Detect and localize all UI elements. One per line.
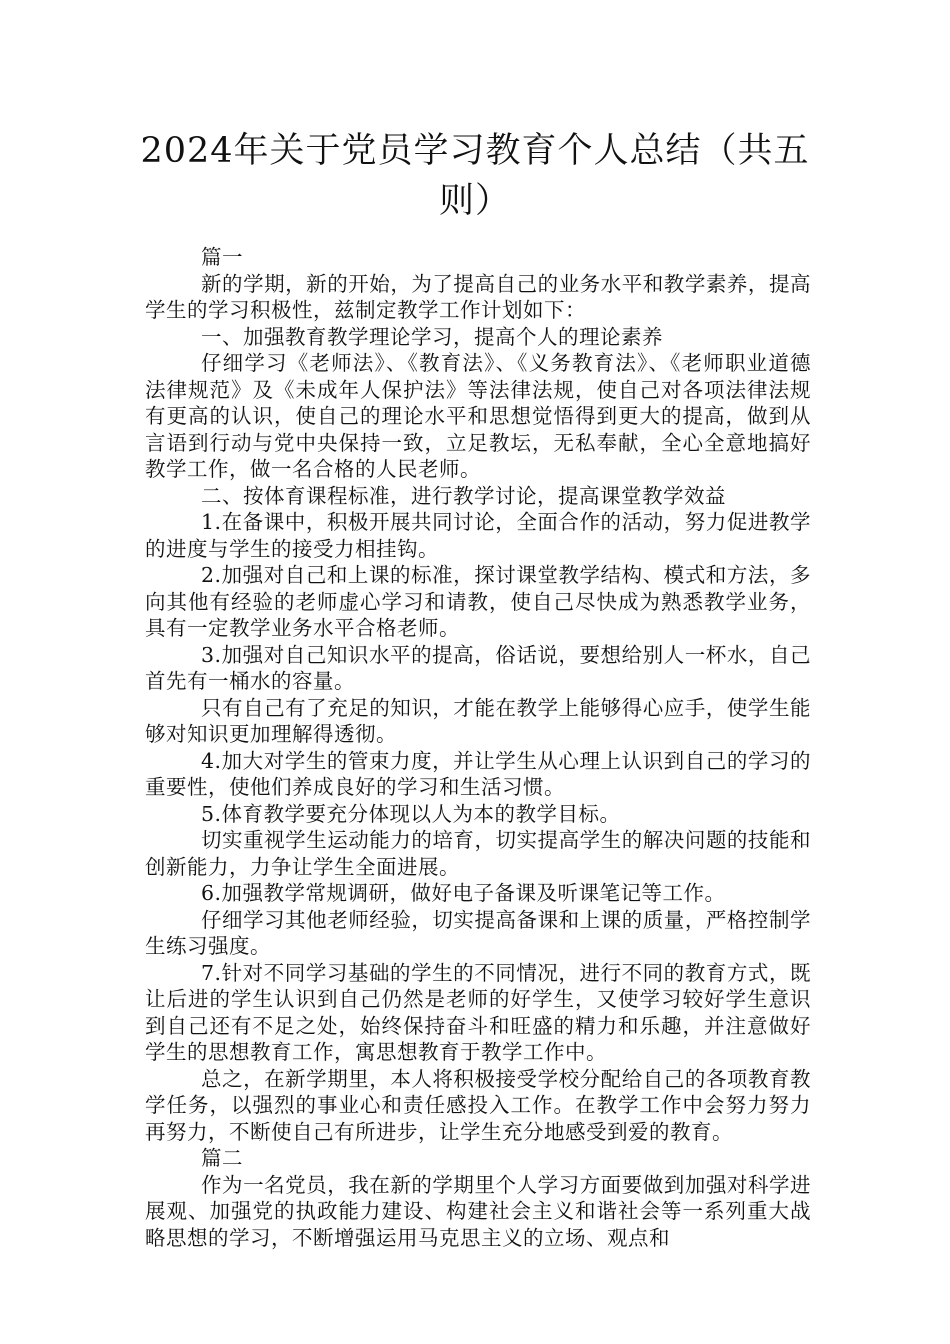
subheading: 一、加强教育教学理论学习，提高个人的理论素养 (201, 324, 663, 349)
subheading: 二、按体育课程标准，进行教学讨论，提高课堂教学效益 (201, 483, 726, 508)
paragraph: 仔细学习《老师法》、《教育法》、《义务教育法》、《老师职业道德法律规范》及《未成年人保护法》等法律法规，使自己对各项法律法规有更高的认识，使自己的理论水平和思想觉悟得到更大的提高，做到从言语到行动与党中央保持一致，立足教坛，无私奉献，全心全意地搞好教学工作，做一名合格的人民老师。 (145, 351, 811, 481)
paragraph: 2.加强对自己和上课的标准，探讨课堂教学结构、模式和方法，多向其他有经验的老师虚心学习和请教，使自己尽快成为熟悉教学业务，具有一定教学业务水平合格老师。 (145, 563, 811, 640)
paragraph: 3.加强对自己知识水平的提高，俗话说，要想给别人一杯水，自己首先有一桶水的容量。 (145, 642, 811, 693)
paragraph: 4.加大对学生的管束力度，并让学生从心理上认识到自己的学习的重要性，使他们养成良好的学习和生活习惯。 (145, 748, 811, 799)
paragraph: 总之，在新学期里，本人将积极接受学校分配给自己的各项教育教学任务，以强烈的事业心和责任感投入工作。在教学工作中会努力努力再努力，不断使自己有所进步，让学生充分地感受到爱的教育。 (145, 1066, 811, 1144)
paragraph: 7.针对不同学习基础的学生的不同情况，进行不同的教育方式，既让后进的学生认识到自己仍然是老师的好学生，又使学习较好学生意识到自己还有不足之处，始终保持奋斗和旺盛的精力和乐趣，并注意做好学生的思想教育工作，寓思想教育于教学工作中。 (145, 960, 811, 1064)
paragraph: 5.体育教学要充分体现以人为本的教学目标。 (201, 801, 621, 826)
paragraph: 仔细学习其他老师经验，切实提高备课和上课的质量，严格控制学生练习强度。 (145, 907, 811, 958)
document-body (145, 244, 811, 1251)
paragraph: 切实重视学生运动能力的培育，切实提高学生的解决问题的技能和创新能力，力争让学生全面进展。 (145, 828, 811, 879)
section-heading-1: 篇一 (201, 245, 243, 269)
paragraph: 作为一名党员，我在新的学期里个人学习方面要做到加强对科学进展观、加强党的执政能力建设、构建社会主义和谐社会等一系列重大战略思想的学习，不断增强运用马克思主义的立场、观点和 (145, 1172, 811, 1250)
paragraph: 新的学期，新的开始，为了提高自己的业务水平和教学素养，提高学生的学习积极性，兹制定教学工作计划如下： (145, 271, 811, 322)
paragraph: 6.加强教学常规调研，做好电子备课及听课笔记等工作。 (201, 881, 726, 905)
document-title: 2024年关于党员学习教育个人总结（共五则） (140, 131, 810, 221)
paragraph: 1.在备课中，积极开展共同讨论，全面合作的活动，努力促进教学的进度与学生的接受力相挂钩。 (145, 510, 811, 561)
section-heading-2: 篇二 (201, 1146, 243, 1170)
paragraph: 只有自己有了充足的知识，才能在教学上能够得心应手，使学生能够对知识更加理解得透彻。 (145, 695, 811, 746)
